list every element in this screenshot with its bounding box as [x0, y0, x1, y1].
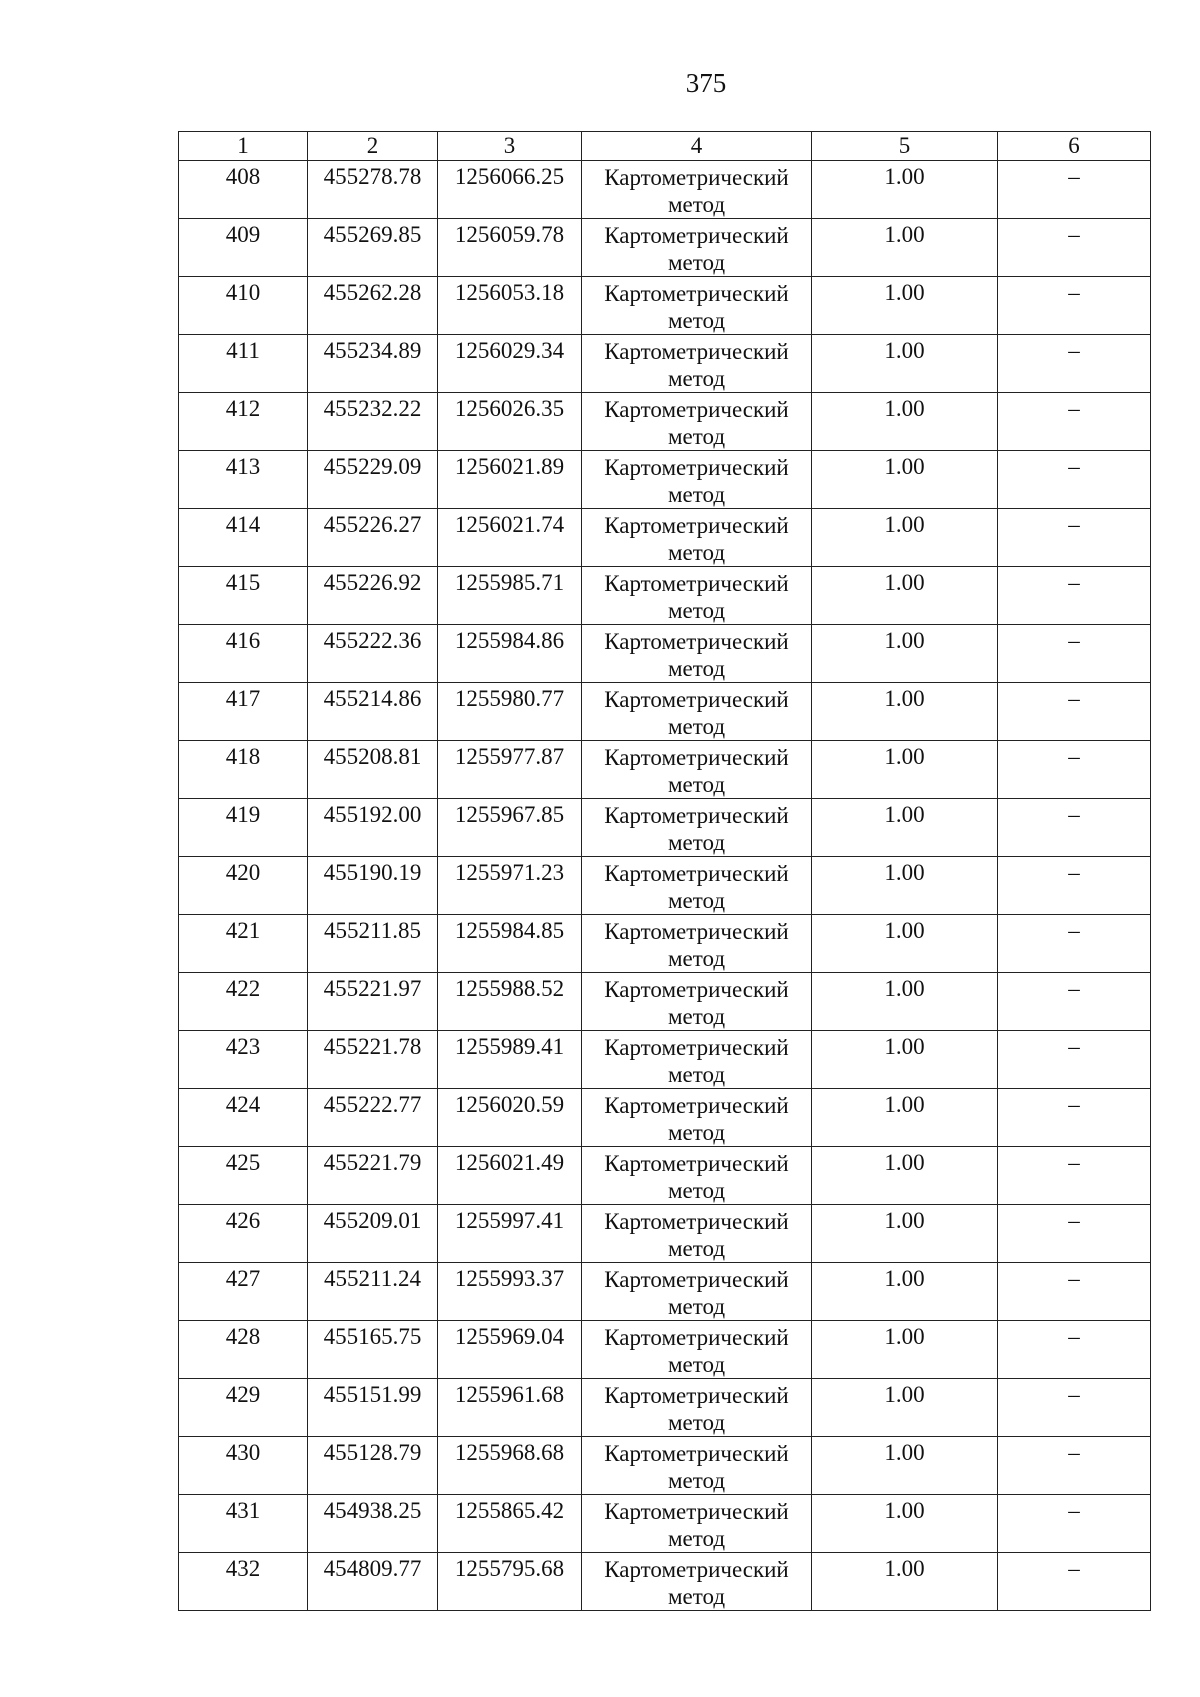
accuracy-cell: 1.00: [812, 1495, 998, 1553]
y-coordinate-cell: 1256066.25: [438, 161, 582, 219]
note-cell: –: [998, 857, 1151, 915]
point-number-cell: 424: [179, 1089, 308, 1147]
y-coordinate-cell: 1255988.52: [438, 973, 582, 1031]
table-row: [179, 161, 1151, 219]
accuracy-cell: 1.00: [812, 335, 998, 393]
accuracy-cell: 1.00: [812, 277, 998, 335]
note-cell: –: [998, 799, 1151, 857]
y-coordinate-cell: 1255795.68: [438, 1553, 582, 1611]
table-row: [179, 393, 1151, 451]
table-row: [179, 1321, 1151, 1379]
header-col-6: 6: [998, 132, 1151, 161]
method-cell: [582, 567, 812, 625]
header-col-4: 4: [582, 132, 812, 161]
point-number-cell: 431: [179, 1495, 308, 1553]
method-line-1: Картометрический: [604, 1035, 789, 1060]
method-cell: [582, 973, 812, 1031]
point-number-cell: 420: [179, 857, 308, 915]
method-line-2: метод: [667, 1584, 726, 1609]
point-number-cell: 408: [179, 161, 308, 219]
accuracy-cell: 1.00: [812, 509, 998, 567]
method-line-2: метод: [667, 1410, 726, 1435]
point-number-cell: 423: [179, 1031, 308, 1089]
method-cell: [582, 1089, 812, 1147]
method-line-1: Картометрический: [604, 223, 789, 248]
y-coordinate-cell: 1255967.85: [438, 799, 582, 857]
method-line-1: Картометрический: [604, 281, 789, 306]
accuracy-cell: 1.00: [812, 1437, 998, 1495]
note-cell: –: [998, 1437, 1151, 1495]
method-cell: [582, 1147, 812, 1205]
method-line-1: Картометрический: [604, 1441, 789, 1466]
note-cell: –: [998, 1089, 1151, 1147]
point-number-cell: 430: [179, 1437, 308, 1495]
note-cell: –: [998, 1031, 1151, 1089]
method-line-2: метод: [667, 1178, 726, 1203]
y-coordinate-cell: 1256021.89: [438, 451, 582, 509]
y-coordinate-cell: 1255865.42: [438, 1495, 582, 1553]
y-coordinate-cell: 1255971.23: [438, 857, 582, 915]
header-row: [179, 132, 1151, 161]
table-row: [179, 799, 1151, 857]
x-coordinate-cell: 455192.00: [308, 799, 438, 857]
point-number-cell: 418: [179, 741, 308, 799]
table-row: [179, 567, 1151, 625]
header-col-2: 2: [308, 132, 438, 161]
x-coordinate-cell: 455232.22: [308, 393, 438, 451]
point-number-cell: 414: [179, 509, 308, 567]
table-row: [179, 219, 1151, 277]
x-coordinate-cell: 455234.89: [308, 335, 438, 393]
note-cell: –: [998, 509, 1151, 567]
table-row: [179, 625, 1151, 683]
method-line-2: метод: [667, 1526, 726, 1551]
method-line-1: Картометрический: [604, 1209, 789, 1234]
accuracy-cell: 1.00: [812, 567, 998, 625]
method-line-2: метод: [667, 714, 726, 739]
point-number-cell: 419: [179, 799, 308, 857]
point-number-cell: 422: [179, 973, 308, 1031]
y-coordinate-cell: 1256021.49: [438, 1147, 582, 1205]
note-cell: –: [998, 1321, 1151, 1379]
method-cell: [582, 509, 812, 567]
note-cell: –: [998, 915, 1151, 973]
method-cell: [582, 1553, 812, 1611]
x-coordinate-cell: 455208.81: [308, 741, 438, 799]
method-line-2: метод: [667, 946, 726, 971]
point-number-cell: 409: [179, 219, 308, 277]
accuracy-cell: 1.00: [812, 799, 998, 857]
method-line-1: Картометрический: [604, 455, 789, 480]
method-line-2: метод: [667, 424, 726, 449]
x-coordinate-cell: 455226.92: [308, 567, 438, 625]
table-row: [179, 1205, 1151, 1263]
page-number: 375: [685, 68, 727, 98]
method-cell: [582, 393, 812, 451]
note-cell: –: [998, 1495, 1151, 1553]
method-line-1: Картометрический: [604, 861, 789, 886]
point-number-cell: 412: [179, 393, 308, 451]
y-coordinate-cell: 1255968.68: [438, 1437, 582, 1495]
method-cell: [582, 683, 812, 741]
table-row: [179, 451, 1151, 509]
method-line-1: Картометрический: [604, 745, 789, 770]
x-coordinate-cell: 455128.79: [308, 1437, 438, 1495]
point-number-cell: 429: [179, 1379, 308, 1437]
method-cell: [582, 799, 812, 857]
point-number-cell: 425: [179, 1147, 308, 1205]
x-coordinate-cell: 455214.86: [308, 683, 438, 741]
note-cell: –: [998, 335, 1151, 393]
table-row: [179, 1437, 1151, 1495]
point-number-cell: 413: [179, 451, 308, 509]
table-row: [179, 1031, 1151, 1089]
y-coordinate-cell: 1256020.59: [438, 1089, 582, 1147]
x-coordinate-cell: 455262.28: [308, 277, 438, 335]
accuracy-cell: 1.00: [812, 1321, 998, 1379]
accuracy-cell: 1.00: [812, 1379, 998, 1437]
point-number-cell: 427: [179, 1263, 308, 1321]
method-cell: [582, 1437, 812, 1495]
method-cell: [582, 1495, 812, 1553]
method-line-1: Картометрический: [604, 339, 789, 364]
table-row: [179, 1379, 1151, 1437]
header-col-3: 3: [438, 132, 582, 161]
method-line-2: метод: [667, 598, 726, 623]
table-row: [179, 1089, 1151, 1147]
y-coordinate-cell: 1256029.34: [438, 335, 582, 393]
method-line-1: Картометрический: [604, 1093, 789, 1118]
y-coordinate-cell: 1255980.77: [438, 683, 582, 741]
table-row: [179, 857, 1151, 915]
method-cell: [582, 161, 812, 219]
accuracy-cell: 1.00: [812, 1147, 998, 1205]
y-coordinate-cell: 1255985.71: [438, 567, 582, 625]
y-coordinate-cell: 1255961.68: [438, 1379, 582, 1437]
coordinates-table: [178, 131, 1151, 1611]
method-line-2: метод: [667, 888, 726, 913]
method-line-2: метод: [667, 308, 726, 333]
point-number-cell: 428: [179, 1321, 308, 1379]
method-line-2: метод: [667, 1120, 726, 1145]
y-coordinate-cell: 1255984.86: [438, 625, 582, 683]
point-number-cell: 411: [179, 335, 308, 393]
method-line-1: Картометрический: [604, 1499, 789, 1524]
y-coordinate-cell: 1256059.78: [438, 219, 582, 277]
method-line-2: метод: [667, 772, 726, 797]
table-row: [179, 741, 1151, 799]
method-line-2: метод: [667, 250, 726, 275]
note-cell: –: [998, 1147, 1151, 1205]
accuracy-cell: 1.00: [812, 1263, 998, 1321]
point-number-cell: 421: [179, 915, 308, 973]
accuracy-cell: 1.00: [812, 1031, 998, 1089]
note-cell: –: [998, 451, 1151, 509]
method-cell: [582, 915, 812, 973]
method-cell: [582, 1205, 812, 1263]
x-coordinate-cell: 455229.09: [308, 451, 438, 509]
method-cell: [582, 741, 812, 799]
method-line-2: метод: [667, 366, 726, 391]
y-coordinate-cell: 1255993.37: [438, 1263, 582, 1321]
y-coordinate-cell: 1256053.18: [438, 277, 582, 335]
note-cell: –: [998, 1379, 1151, 1437]
method-cell: [582, 219, 812, 277]
accuracy-cell: 1.00: [812, 741, 998, 799]
x-coordinate-cell: 455221.79: [308, 1147, 438, 1205]
accuracy-cell: 1.00: [812, 219, 998, 277]
method-cell: [582, 1379, 812, 1437]
x-coordinate-cell: 454938.25: [308, 1495, 438, 1553]
table-row: [179, 1495, 1151, 1553]
accuracy-cell: 1.00: [812, 161, 998, 219]
note-cell: –: [998, 277, 1151, 335]
note-cell: –: [998, 1553, 1151, 1611]
method-line-1: Картометрический: [604, 1267, 789, 1292]
note-cell: –: [998, 973, 1151, 1031]
x-coordinate-cell: 455211.24: [308, 1263, 438, 1321]
accuracy-cell: 1.00: [812, 625, 998, 683]
note-cell: –: [998, 625, 1151, 683]
accuracy-cell: 1.00: [812, 915, 998, 973]
table-row: [179, 683, 1151, 741]
point-number-cell: 416: [179, 625, 308, 683]
method-cell: [582, 1321, 812, 1379]
method-cell: [582, 1263, 812, 1321]
table-row: [179, 509, 1151, 567]
method-line-2: метод: [667, 656, 726, 681]
x-coordinate-cell: 455211.85: [308, 915, 438, 973]
x-coordinate-cell: 455269.85: [308, 219, 438, 277]
note-cell: –: [998, 567, 1151, 625]
accuracy-cell: 1.00: [812, 1553, 998, 1611]
y-coordinate-cell: 1255989.41: [438, 1031, 582, 1089]
y-coordinate-cell: 1255977.87: [438, 741, 582, 799]
point-number-cell: 432: [179, 1553, 308, 1611]
accuracy-cell: 1.00: [812, 683, 998, 741]
table-row: [179, 1553, 1151, 1611]
table-row: [179, 1263, 1151, 1321]
x-coordinate-cell: 455278.78: [308, 161, 438, 219]
method-cell: [582, 1031, 812, 1089]
x-coordinate-cell: 454809.77: [308, 1553, 438, 1611]
table-row: [179, 335, 1151, 393]
y-coordinate-cell: 1256021.74: [438, 509, 582, 567]
method-line-1: Картометрический: [604, 803, 789, 828]
header-col-1: 1: [179, 132, 308, 161]
note-cell: –: [998, 393, 1151, 451]
method-line-2: метод: [667, 1294, 726, 1319]
note-cell: –: [998, 1263, 1151, 1321]
x-coordinate-cell: 455151.99: [308, 1379, 438, 1437]
x-coordinate-cell: 455209.01: [308, 1205, 438, 1263]
x-coordinate-cell: 455221.97: [308, 973, 438, 1031]
y-coordinate-cell: 1255984.85: [438, 915, 582, 973]
method-line-1: Картометрический: [604, 1383, 789, 1408]
x-coordinate-cell: 455222.36: [308, 625, 438, 683]
method-line-1: Картометрический: [604, 977, 789, 1002]
note-cell: –: [998, 161, 1151, 219]
table-body: [179, 161, 1151, 1611]
note-cell: –: [998, 683, 1151, 741]
method-line-1: Картометрический: [604, 629, 789, 654]
method-line-1: Картометрический: [604, 1151, 789, 1176]
table-row: [179, 277, 1151, 335]
method-line-1: Картометрический: [604, 919, 789, 944]
method-line-2: метод: [667, 1062, 726, 1087]
method-cell: [582, 335, 812, 393]
method-line-2: метод: [667, 1004, 726, 1029]
note-cell: –: [998, 1205, 1151, 1263]
x-coordinate-cell: 455226.27: [308, 509, 438, 567]
accuracy-cell: 1.00: [812, 1205, 998, 1263]
method-line-1: Картометрический: [604, 165, 789, 190]
note-cell: –: [998, 741, 1151, 799]
method-line-2: метод: [667, 1236, 726, 1261]
table-row: [179, 973, 1151, 1031]
accuracy-cell: 1.00: [812, 393, 998, 451]
point-number-cell: 426: [179, 1205, 308, 1263]
point-number-cell: 415: [179, 567, 308, 625]
x-coordinate-cell: 455165.75: [308, 1321, 438, 1379]
table-header: [179, 132, 1151, 161]
y-coordinate-cell: 1255997.41: [438, 1205, 582, 1263]
method-line-1: Картометрический: [604, 1557, 789, 1582]
y-coordinate-cell: 1256026.35: [438, 393, 582, 451]
accuracy-cell: 1.00: [812, 973, 998, 1031]
method-line-2: метод: [667, 482, 726, 507]
method-line-1: Картометрический: [604, 1325, 789, 1350]
point-number-cell: 417: [179, 683, 308, 741]
method-line-2: метод: [667, 1468, 726, 1493]
accuracy-cell: 1.00: [812, 1089, 998, 1147]
table-row: [179, 915, 1151, 973]
point-number-cell: 410: [179, 277, 308, 335]
method-cell: [582, 277, 812, 335]
method-line-2: метод: [667, 192, 726, 217]
x-coordinate-cell: 455222.77: [308, 1089, 438, 1147]
method-cell: [582, 451, 812, 509]
y-coordinate-cell: 1255969.04: [438, 1321, 582, 1379]
method-line-1: Картометрический: [604, 513, 789, 538]
x-coordinate-cell: 455190.19: [308, 857, 438, 915]
accuracy-cell: 1.00: [812, 857, 998, 915]
x-coordinate-cell: 455221.78: [308, 1031, 438, 1089]
table-row: [179, 1147, 1151, 1205]
header-col-5: 5: [812, 132, 998, 161]
method-line-1: Картометрический: [604, 571, 789, 596]
method-line-2: метод: [667, 1352, 726, 1377]
note-cell: –: [998, 219, 1151, 277]
method-line-2: метод: [667, 540, 726, 565]
method-line-1: Картометрический: [604, 687, 789, 712]
method-cell: [582, 857, 812, 915]
accuracy-cell: 1.00: [812, 451, 998, 509]
method-line-1: Картометрический: [604, 397, 789, 422]
method-line-2: метод: [667, 830, 726, 855]
method-cell: [582, 625, 812, 683]
